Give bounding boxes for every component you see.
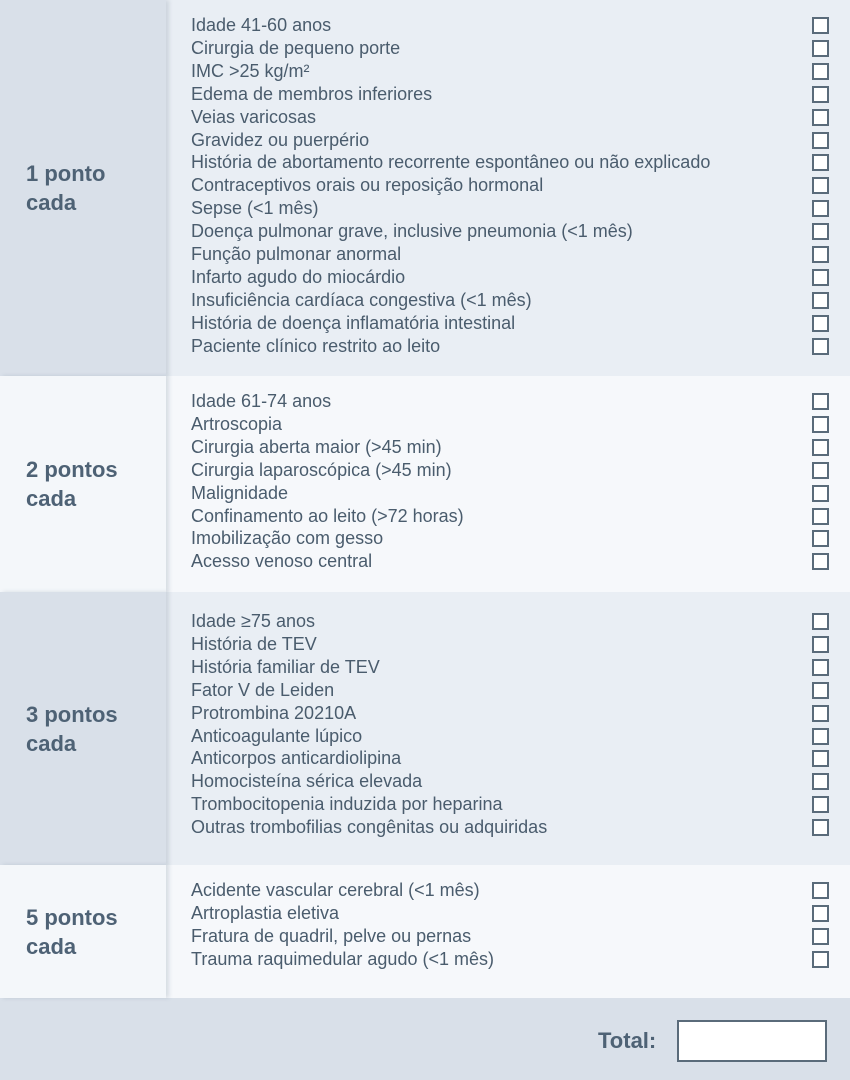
checkbox[interactable] — [812, 40, 829, 57]
checklist-item-label: Infarto agudo do miocárdio — [191, 266, 406, 287]
section-2-pontos — [0, 376, 850, 592]
checklist-item — [191, 656, 830, 679]
section-label: 1 ponto cada — [26, 161, 106, 215]
checkbox[interactable] — [812, 86, 829, 103]
section-3-pontos — [0, 592, 850, 865]
checklist-item-label: Malignidade — [191, 482, 289, 503]
checkbox[interactable] — [812, 659, 829, 676]
checkbox[interactable] — [812, 200, 829, 217]
checklist-item — [191, 151, 830, 174]
section-label-cell — [0, 376, 166, 592]
checklist-item — [191, 633, 830, 656]
checklist-item — [191, 289, 830, 312]
total-input[interactable] — [677, 1020, 827, 1062]
total-bar — [0, 998, 850, 1080]
checklist-item-label: Contraceptivos orais ou reposição hormonal — [191, 175, 544, 196]
checkbox[interactable] — [812, 63, 829, 80]
checklist-item — [191, 83, 830, 106]
checklist-item-label: Outras trombofilias congênitas ou adquiridas — [191, 817, 548, 838]
checkbox[interactable] — [812, 416, 829, 433]
checklist-item — [191, 879, 830, 902]
checklist-item — [191, 902, 830, 925]
checkbox[interactable] — [812, 905, 829, 922]
checklist-item-label: Veias varicosas — [191, 106, 317, 127]
checkbox[interactable] — [812, 109, 829, 126]
checklist-item-label: História de doença inflamatória intestinal — [191, 312, 516, 333]
checklist-item — [191, 527, 830, 550]
checklist-item — [191, 37, 830, 60]
checklist-item — [191, 390, 830, 413]
checklist-item-label: Paciente clínico restrito ao leito — [191, 335, 441, 356]
checklist-item — [191, 197, 830, 220]
checkbox[interactable] — [812, 17, 829, 34]
checklist-item-label: Anticoagulante lúpico — [191, 725, 363, 746]
section-items — [166, 0, 850, 376]
checkbox[interactable] — [812, 132, 829, 149]
checkbox[interactable] — [812, 177, 829, 194]
checklist-item-label: Cirurgia de pequeno porte — [191, 37, 401, 58]
checkbox[interactable] — [812, 796, 829, 813]
checklist-item-label: Protrombina 20210A — [191, 702, 357, 723]
checkbox[interactable] — [812, 553, 829, 570]
section-items — [166, 376, 850, 592]
section-5-pontos — [0, 865, 850, 998]
checklist-item-label: Idade 61-74 anos — [191, 391, 332, 411]
checklist-item-label: Homocisteína sérica elevada — [191, 771, 423, 792]
checklist-item-label: Trombocitopenia induzida por heparina — [191, 794, 503, 815]
section-label: 2 pontos cada — [26, 457, 118, 511]
checkbox[interactable] — [812, 728, 829, 745]
checkbox[interactable] — [812, 951, 829, 968]
checklist-item-label: Sepse (<1 mês) — [191, 198, 319, 219]
checklist-item-label: Confinamento ao leito (>72 horas) — [191, 505, 464, 526]
checkbox[interactable] — [812, 636, 829, 653]
checklist-item-label: Edema de membros inferiores — [191, 83, 433, 104]
checkbox[interactable] — [812, 393, 829, 410]
section-label: 5 pontos cada — [26, 904, 118, 959]
checklist-item-label: IMC >25 kg/m² — [191, 60, 310, 81]
checkbox[interactable] — [812, 508, 829, 525]
checkbox[interactable] — [812, 882, 829, 899]
checkbox[interactable] — [812, 462, 829, 479]
checklist-item-label: Cirurgia laparoscópica (>45 min) — [191, 459, 452, 480]
checklist-item-label: Trauma raquimedular agudo (<1 mês) — [191, 948, 494, 969]
checkbox[interactable] — [812, 705, 829, 722]
checklist-item-label: Fratura de quadril, pelve ou pernas — [191, 925, 472, 946]
checklist-item-label: Fator V de Leiden — [191, 679, 335, 700]
checklist-item — [191, 60, 830, 83]
checklist-item — [191, 243, 830, 266]
checklist-item-label: Cirurgia aberta maior (>45 min) — [191, 436, 442, 457]
checklist-item — [191, 793, 830, 816]
checklist-item-label: Artroplastia eletiva — [191, 902, 340, 923]
checkbox[interactable] — [812, 292, 829, 309]
checklist-item-label: Gravidez ou puerpério — [191, 129, 370, 150]
checklist-item-label: Acidente vascular cerebral (<1 mês) — [191, 880, 480, 900]
checkbox[interactable] — [812, 773, 829, 790]
checklist-item-label: História familiar de TEV — [191, 656, 380, 677]
checklist-item — [191, 459, 830, 482]
checklist-item — [191, 770, 830, 793]
checklist-item-label: Idade ≥75 anos — [191, 611, 315, 631]
checklist-item — [191, 174, 830, 197]
checklist-item-label: História de abortamento recorrente espontâneo ou não explicado — [191, 152, 711, 173]
checkbox[interactable] — [812, 613, 829, 630]
checklist-item — [191, 948, 830, 971]
checklist-item — [191, 266, 830, 289]
section-items — [166, 592, 850, 865]
checkbox[interactable] — [812, 246, 829, 263]
checkbox[interactable] — [812, 223, 829, 240]
section-label-cell — [0, 865, 166, 998]
checklist-item — [191, 312, 830, 335]
checkbox[interactable] — [812, 154, 829, 171]
checkbox[interactable] — [812, 338, 829, 355]
checklist-item-label: Anticorpos anticardiolipina — [191, 748, 402, 769]
checklist-item — [191, 413, 830, 436]
checklist-item — [191, 436, 830, 459]
checklist-item-label: História de TEV — [191, 633, 317, 654]
checklist-item — [191, 505, 830, 528]
checklist-item — [191, 816, 830, 839]
checkbox[interactable] — [812, 928, 829, 945]
checkbox[interactable] — [812, 485, 829, 502]
checklist-item — [191, 482, 830, 505]
checklist-item-label: Insuficiência cardíaca congestiva (<1 mês) — [191, 289, 532, 310]
checklist-item — [191, 725, 830, 748]
checklist-item — [191, 702, 830, 725]
checkbox[interactable] — [812, 439, 829, 456]
checklist-item-label: Artroscopia — [191, 413, 283, 434]
checkbox[interactable] — [812, 682, 829, 699]
checklist-item-label: Doença pulmonar grave, inclusive pneumonia (<1 mês) — [191, 221, 633, 242]
checklist-item — [191, 610, 830, 633]
checklist-item-label: Imobilização com gesso — [191, 528, 384, 549]
checklist-item — [191, 550, 830, 573]
checklist-item — [191, 679, 830, 702]
checkbox[interactable] — [812, 269, 829, 286]
checkbox[interactable] — [812, 315, 829, 332]
section-label-cell — [0, 0, 166, 376]
checklist-item — [191, 925, 830, 948]
checklist-item — [191, 14, 830, 37]
section-items — [166, 865, 850, 998]
section-label: 3 pontos cada — [26, 701, 118, 756]
checklist-item — [191, 220, 830, 243]
section-label-cell — [0, 592, 166, 865]
checklist-item — [191, 106, 830, 129]
checklist-item — [191, 129, 830, 152]
checklist-item-label: Função pulmonar anormal — [191, 244, 402, 264]
checklist-item — [191, 335, 830, 358]
checklist-item-label: Idade 41-60 anos — [191, 15, 332, 35]
checkbox[interactable] — [812, 530, 829, 547]
checklist-item-label: Acesso venoso central — [191, 551, 373, 572]
checklist-item — [191, 747, 830, 770]
total-label: Total: — [598, 1028, 657, 1053]
section-1-ponto — [0, 0, 850, 376]
checkbox[interactable] — [812, 819, 829, 836]
checkbox[interactable] — [812, 750, 829, 767]
